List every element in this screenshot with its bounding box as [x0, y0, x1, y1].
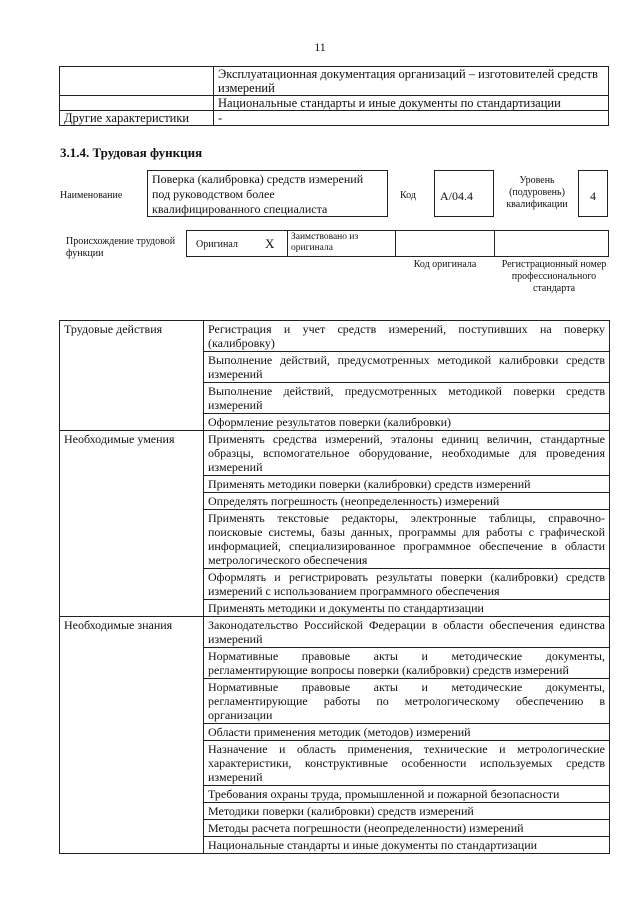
section-heading: 3.1.4. Трудовая функция: [60, 145, 203, 160]
table-row: Определять погрешность (неопределенность) измерений: [204, 493, 610, 510]
other-characteristics-value: -: [214, 111, 609, 126]
reg-number-caption: Регистрационный номер профессионального стандарта: [501, 259, 607, 294]
table-row: Выполнение действий, предусмотренных методикой поверки средств измерений: [204, 383, 610, 414]
table-row: Назначение и область применения, технические и метрологические характеристики, конструктивные особенности используемых средств измерений: [204, 741, 610, 786]
original-mark: X: [265, 236, 275, 251]
table-row: Требования охраны труда, промышленной и пожарной безопасности: [204, 786, 610, 803]
original-code-cell: [395, 230, 495, 257]
code-label: Код: [400, 190, 416, 201]
table-row: Нормативные правовые акты и методические документы, регламентирующие работы по метрологическому обеспечению в организации: [204, 679, 610, 724]
original-cell: [186, 230, 288, 257]
borrowed-label: Заимствовано из оригинала: [291, 232, 359, 253]
continuation-value: Эксплуатационная документация организаций – изготовителей средств измерений: [214, 67, 609, 96]
table-row: Нормативные правовые акты и методические документы, регламентирующие вопросы поверки (калибровки) средств измерений: [204, 648, 610, 679]
table-row: Регистрация и учет средств измерений, поступивших на поверку (калибровку): [204, 321, 610, 352]
section-title: Необходимые знания: [60, 617, 204, 854]
table-row: Выполнение действий, предусмотренных методикой калибровки средств измерений: [204, 352, 610, 383]
level-value: 4: [578, 170, 608, 217]
table-row: Области применения методик (методов) измерений: [204, 724, 610, 741]
original-label: Оригинал: [196, 239, 238, 250]
level-label: Уровень (подуровень) квалификации: [506, 175, 568, 210]
table-row: Законодательство Российской Федерации в области обеспечения единства измерений: [204, 617, 610, 648]
name-label: Наименование: [60, 190, 123, 201]
continuation-label: [60, 67, 214, 96]
table-row: Оформление результатов поверки (калибровки): [204, 414, 610, 431]
original-code-caption: Код оригинала: [413, 259, 477, 270]
table-row: Применять средства измерений, эталоны единиц величин, стандартные образцы, вспомогательное оборудование, необходимые для проведения измерений: [204, 431, 610, 476]
continuation-label: [60, 96, 214, 111]
continuation-value: Национальные стандарты и иные документы по стандартизации: [214, 96, 609, 111]
reg-number-cell: [494, 230, 609, 257]
continuation-table: [59, 66, 609, 126]
origin-label: Происхождение трудовой функции: [66, 236, 176, 259]
table-row: Оформлять и регистрировать результаты поверки (калибровки) средств измерений с использованием программного обеспечения: [204, 569, 610, 600]
table-row: Методики поверки (калибровки) средств измерений: [204, 803, 610, 820]
table-row: Применять текстовые редакторы, электронные таблицы, справочно-поисковые системы, базы данных, программы для работы с графической информацией, специализированное программное обеспечение в области метрологического обеспечения: [204, 510, 610, 569]
table-row: Применять методики и документы по стандартизации: [204, 600, 610, 617]
section-title: Необходимые умения: [60, 431, 204, 617]
other-characteristics-label: Другие характеристики: [60, 111, 214, 126]
table-row: Применять методики поверки (калибровки) средств измерений: [204, 476, 610, 493]
page-number: 11: [314, 40, 326, 54]
section-title: Трудовые действия: [60, 321, 204, 431]
table-row: Методы расчета погрешности (неопределенности) измерений: [204, 820, 610, 837]
function-name: Поверка (калибровка) средств измерений под руководством более квалифицированного специалиста: [147, 170, 388, 217]
table-row: Национальные стандарты и иные документы по стандартизации: [204, 837, 610, 854]
function-details-table: [59, 320, 610, 854]
function-code: A/04.4: [434, 170, 494, 217]
